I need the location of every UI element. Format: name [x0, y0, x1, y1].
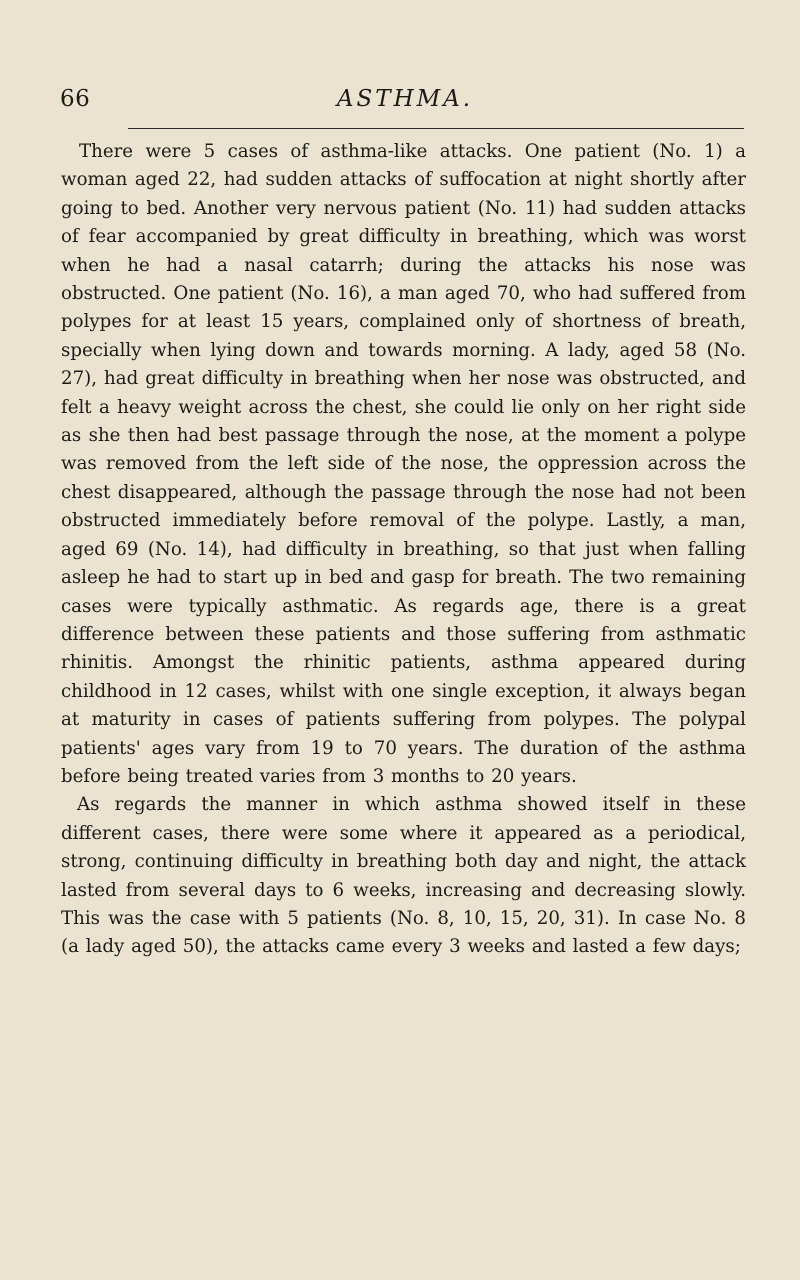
paragraph: As regards the manner in which asthma showed itself in these different cases, there were some where it appeared as a periodical, strong, continuing difficulty in breathing both day and night, the attack lasted from several days to 6 weeks, increasing and decreasing slowly. This was the case with 5 patients (No. 8, 10, 15, 20, 31). In case No. 8 (a lady aged 50), the attacks came every 3 weeks and lasted a few days; [61, 794, 746, 958]
header-rule [128, 128, 744, 129]
body-text [61, 138, 746, 962]
page-header [60, 86, 750, 116]
paragraph: There were 5 cases of asthma-like attacks. One patient (No. 1) a woman aged 22, had sudden attacks of suffocation at night shortly after going to bed. Another very nervous patient (No. 11) had sudden attacks of fear accompanied by great difficulty in breathing, which was worst when he had a nasal catarrh; during the attacks his nose was obstructed. One patient (No. 16), a man aged 70, who had suffered from polypes for at least 15 years, complained only of shortness of breath, specially when lying down and towards morning. A lady, aged 58 (No. 27), had great difficulty in breathing when her nose was obstructed, and felt a heavy weight across the chest, she could lie only on her right side as she then had best passage through the nose, at the moment a polype was removed from the left side of the nose, the oppression across the chest disappeared, although the passage through the nose had not been obstructed immediately before removal of the polype. Lastly, a man, aged 69 (No. 14), had difficulty in breathing, so that just when falling asleep he had to start up in bed and gasp for breath. The two remaining cases were typically asthmatic. As regards age, there is a great difference between these patients and those suffering from asthmatic rhinitis. Amongst the rhinitic patients, asthma appeared during childhood in 12 cases, whilst with one single exception, it always began at maturity in cases of patients suffering from polypes. The polypal patients' ages vary from 19 to 70 years. The duration of the asthma before being treated varies from 3 months to 20 years. [61, 141, 746, 787]
running-title: ASTHMA. [336, 86, 474, 112]
page-number: 66 [60, 86, 91, 112]
